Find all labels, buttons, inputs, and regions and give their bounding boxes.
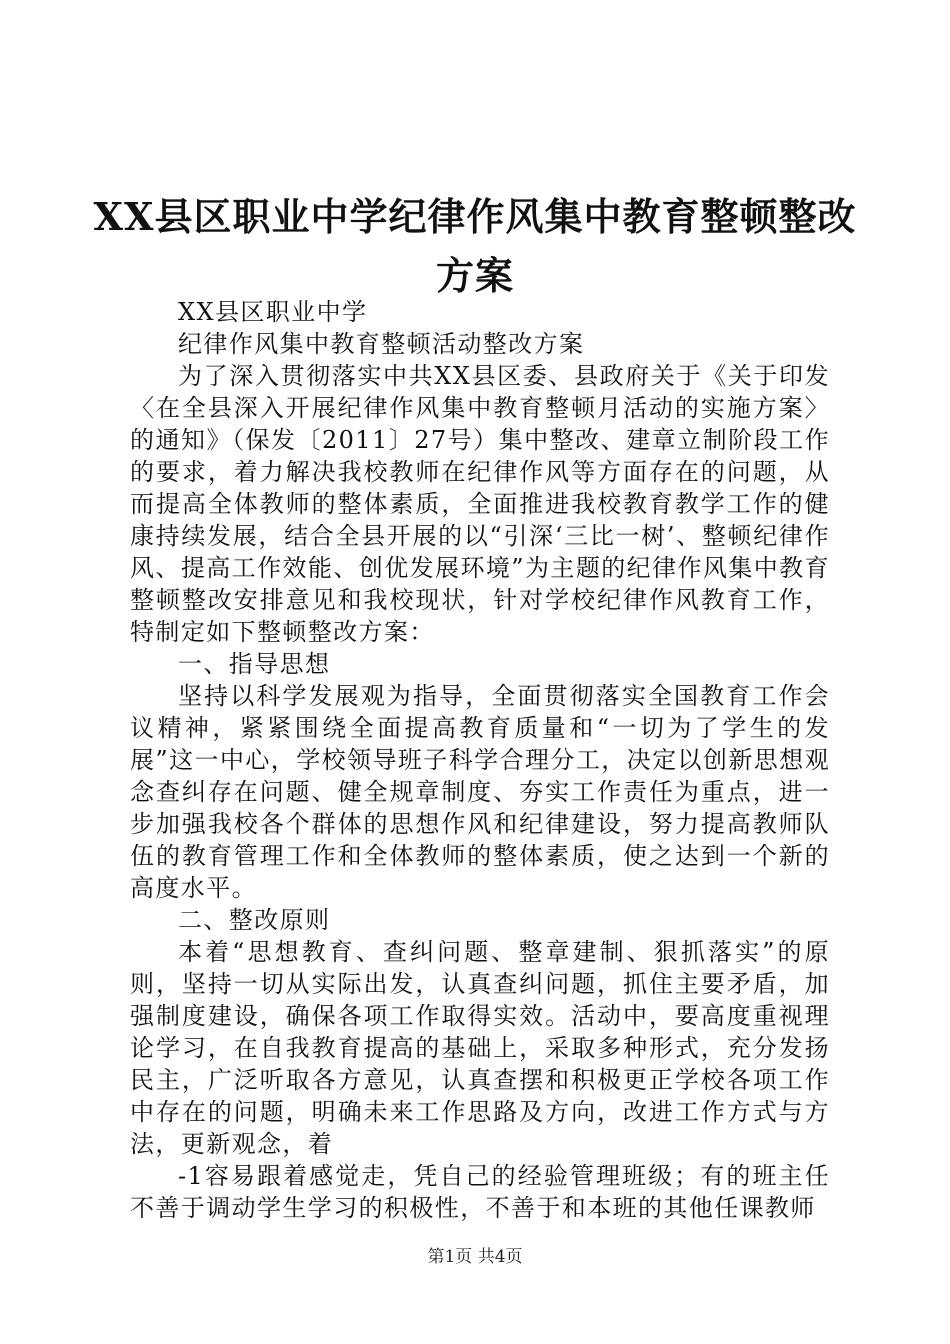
section-heading-principles: 二、整改原则	[178, 906, 331, 934]
principles-paragraph: 本着“思想教育、查纠问题、整章建制、狠抓落实”的原则，坚持一切从实际出发，认真查纠问题，抓住主要矛盾，加强制度建设，确保各项工作取得实效。活动中，要高度重视理论学习，在自我教育提高的基础上，采取多种形式，充分发扬民主，广泛听取各方意见，认真查摆和积极更正学校各项工作中存在的问题，明确未来工作思路及方向，改进工作方式与方法，更新观念，着	[130, 938, 830, 1158]
intro-paragraph: 为了深入贯彻落实中共XX县区委、县政府关于《关于印发〈在全县深入开展纪律作风集中教育整顿月活动的实施方案〉的通知》（保发〔2011〕27号）集中整改、建章立制阶段工作的要求，着力解决我校教师在纪律作风等方面存在的问题，从而提高全体教师的整体素质，全面推进我校教育教学工作的健康持续发展，结合全县开展的以“引深‘三比一树’、整顿纪律作风、提高工作效能、创优发展环境”为主题的纪律作风集中教育整顿整改安排意见和我校现状，针对学校纪律作风教育工作，特制定如下整顿整改方案：	[130, 362, 830, 646]
plan-subtitle-line: 纪律作风集中教育整顿活动整改方案	[178, 330, 585, 358]
document-body	[130, 296, 830, 1224]
page-footer: 第1页 共4页	[427, 1247, 523, 1267]
continuation-paragraph: -1容易跟着感觉走，凭自己的经验管理班级；有的班主任不善于调动学生学习的积极性，不善于和本班的其他任课教师	[130, 1162, 830, 1222]
guiding-thought-paragraph: 坚持以科学发展观为指导，全面贯彻落实全国教育工作会议精神，紧紧围绕全面提高教育质量和“一切为了学生的发展”这一中心，学校领导班子科学合理分工，决定以创新思想观念查纠存在问题、健全规章制度、夯实工作责任为重点，进一步加强我校各个群体的思想作风和纪律建设，努力提高教师队伍的教育管理工作和全体教师的整体素质，使之达到一个新的高度水平。	[130, 682, 830, 902]
section-heading-guiding-thought: 一、指导思想	[178, 650, 331, 678]
school-name-line: XX县区职业中学	[178, 298, 368, 326]
document-title-line1: XX县区职业中学纪律作风集中教育整顿整改	[93, 194, 857, 239]
document-title-line2: 方案	[435, 253, 514, 298]
